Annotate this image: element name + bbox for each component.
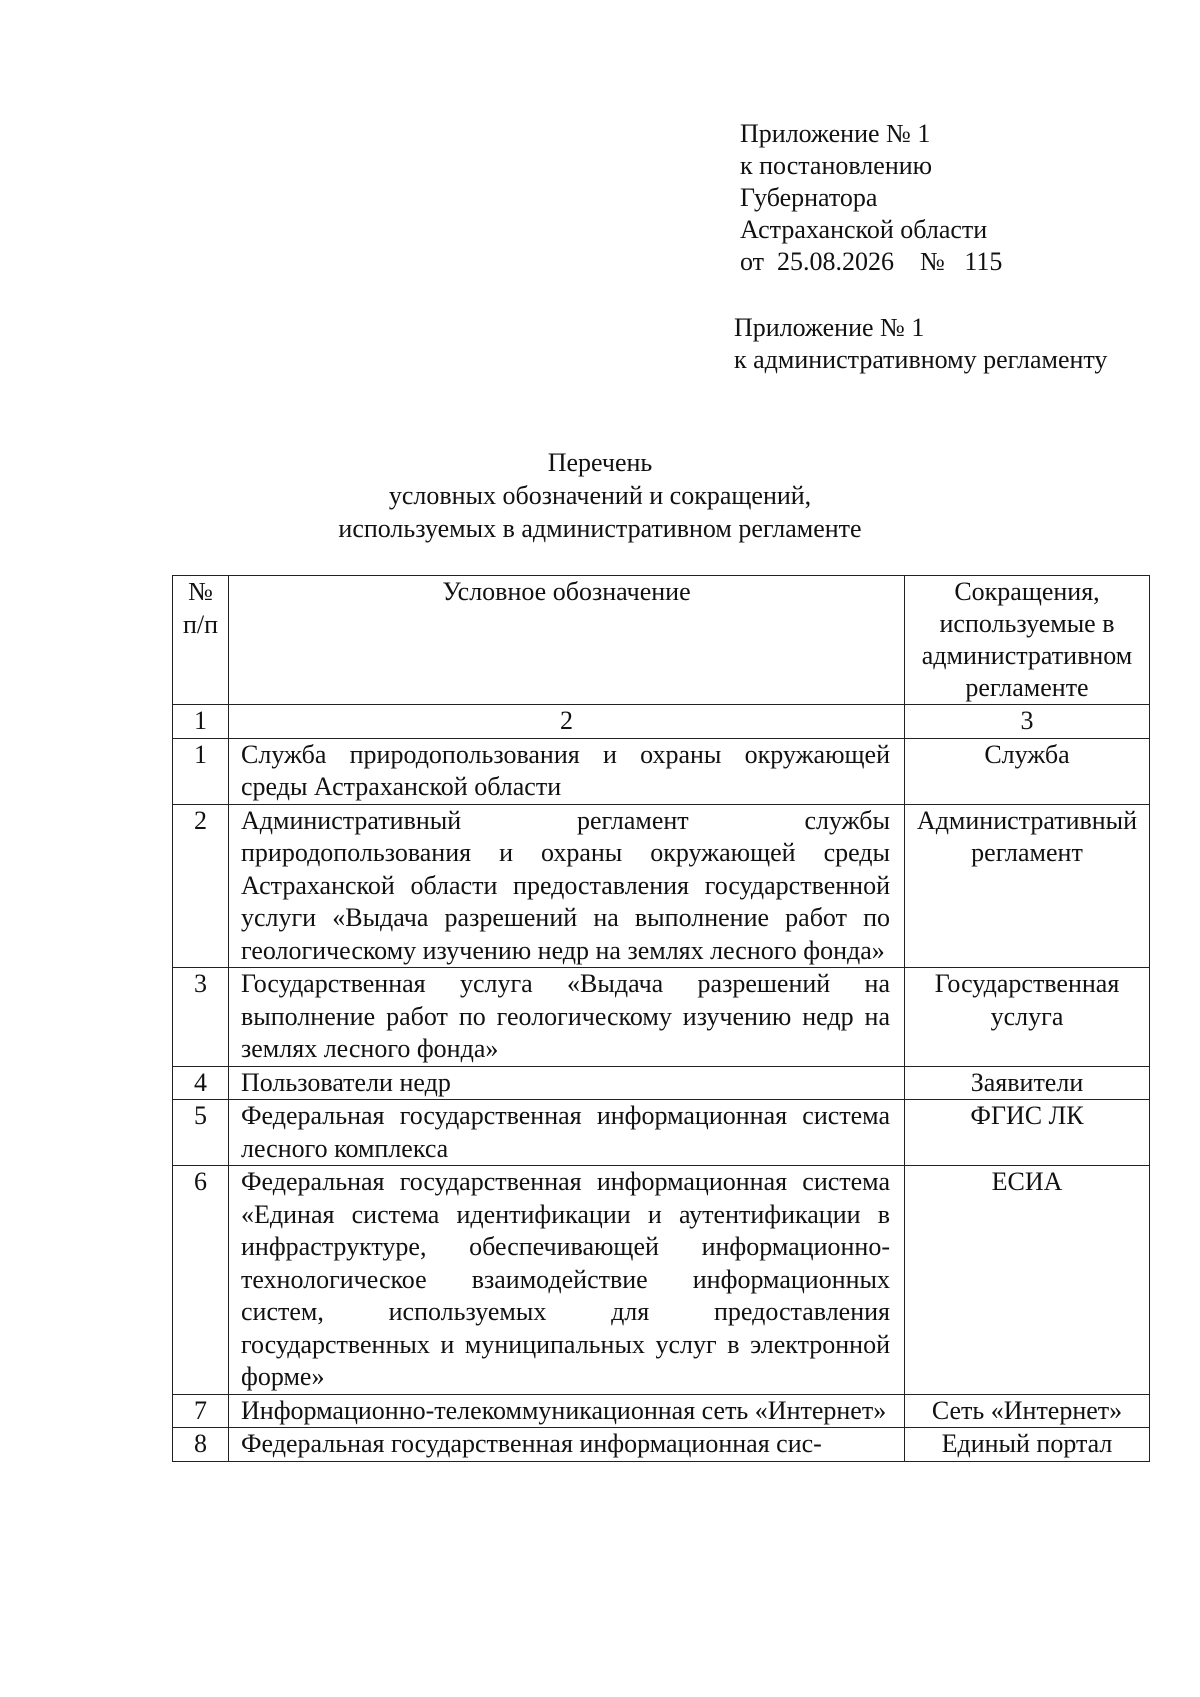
header-designation: Условное обозначение — [229, 576, 905, 705]
attachment-line: Приложение № 1 — [734, 313, 925, 342]
row-abbreviation: Заявители — [905, 1066, 1150, 1100]
row-abbreviation: ЕСИА — [905, 1166, 1150, 1395]
approval-date-line — [740, 246, 1002, 278]
row-number: 6 — [173, 1166, 229, 1395]
row-designation: Пользователи недр — [229, 1066, 905, 1100]
title-line: Перечень — [547, 448, 653, 477]
row-designation: Служба природопользования и охраны окружающей среды Астраханской области — [229, 738, 905, 804]
header-num: № п/п — [173, 576, 229, 705]
approval-block — [740, 118, 1002, 278]
column-number: 3 — [905, 705, 1150, 739]
row-designation: Федеральная государственная информационная система лесного комплекса — [229, 1100, 905, 1166]
approval-date: 25.08.2026 — [777, 247, 895, 276]
row-designation: Информационно-телекоммуникационная сеть «Интернет» — [229, 1394, 905, 1428]
row-designation: Федеральная государственная информационная система «Единая система идентификации и аутентификации в инфраструктуре, обеспечивающей информационно-технологическое взаимодействие информационных систем, используемых для предоставления государственных и муниципальных услуг в электронной форме» — [229, 1166, 905, 1395]
row-designation: Административный регламент службы природопользования и охраны окружающей среды Астраханской области предоставления государственной услуги «Выдача разрешений на выполнение работ по геологическому изучению недр на землях лесного фонда» — [229, 804, 905, 968]
row-number: 4 — [173, 1066, 229, 1100]
row-abbreviation: Административный регламент — [905, 804, 1150, 968]
title-line: условных обозначений и сокращений, — [388, 481, 812, 510]
table-header-row — [173, 576, 1150, 705]
table-row — [173, 1394, 1150, 1428]
approval-line: Губернатора — [740, 183, 878, 212]
table-row — [173, 804, 1150, 968]
header-abbreviation: Сокращения, используемые в административном регламенте — [905, 576, 1150, 705]
row-number: 2 — [173, 804, 229, 968]
title-line: используемых в административном регламенте — [338, 514, 862, 543]
attachment-line: к административному регламенту — [734, 345, 1108, 374]
approval-line: к постановлению — [740, 151, 933, 180]
row-number: 7 — [173, 1394, 229, 1428]
row-abbreviation: Государственная услуга — [905, 968, 1150, 1067]
row-abbreviation: Сеть «Интернет» — [905, 1394, 1150, 1428]
table-row — [173, 1166, 1150, 1395]
document-title — [0, 446, 1200, 545]
row-abbreviation: Служба — [905, 738, 1150, 804]
approval-number: 115 — [964, 247, 1003, 276]
table-row — [173, 1428, 1150, 1462]
row-abbreviation: ФГИС ЛК — [905, 1100, 1150, 1166]
column-number: 1 — [173, 705, 229, 739]
abbreviations-table — [172, 575, 1150, 1462]
row-designation: Федеральная государственная информационная сис- — [229, 1428, 905, 1462]
approval-line: Астраханской области — [740, 215, 988, 244]
number-sign: № — [920, 247, 945, 276]
column-number-row — [173, 705, 1150, 739]
row-number: 5 — [173, 1100, 229, 1166]
table-row — [173, 968, 1150, 1067]
row-number: 3 — [173, 968, 229, 1067]
row-number: 1 — [173, 738, 229, 804]
table-row — [173, 738, 1150, 804]
column-number: 2 — [229, 705, 905, 739]
row-number: 8 — [173, 1428, 229, 1462]
attachment-block — [734, 312, 1107, 376]
table-row — [173, 1066, 1150, 1100]
row-designation: Государственная услуга «Выдача разрешений на выполнение работ по геологическому изучению недр на землях лесного фонда» — [229, 968, 905, 1067]
table-row — [173, 1100, 1150, 1166]
date-prefix: от — [740, 247, 765, 276]
approval-line: Приложение № 1 — [740, 119, 931, 148]
row-abbreviation: Единый портал — [905, 1428, 1150, 1462]
